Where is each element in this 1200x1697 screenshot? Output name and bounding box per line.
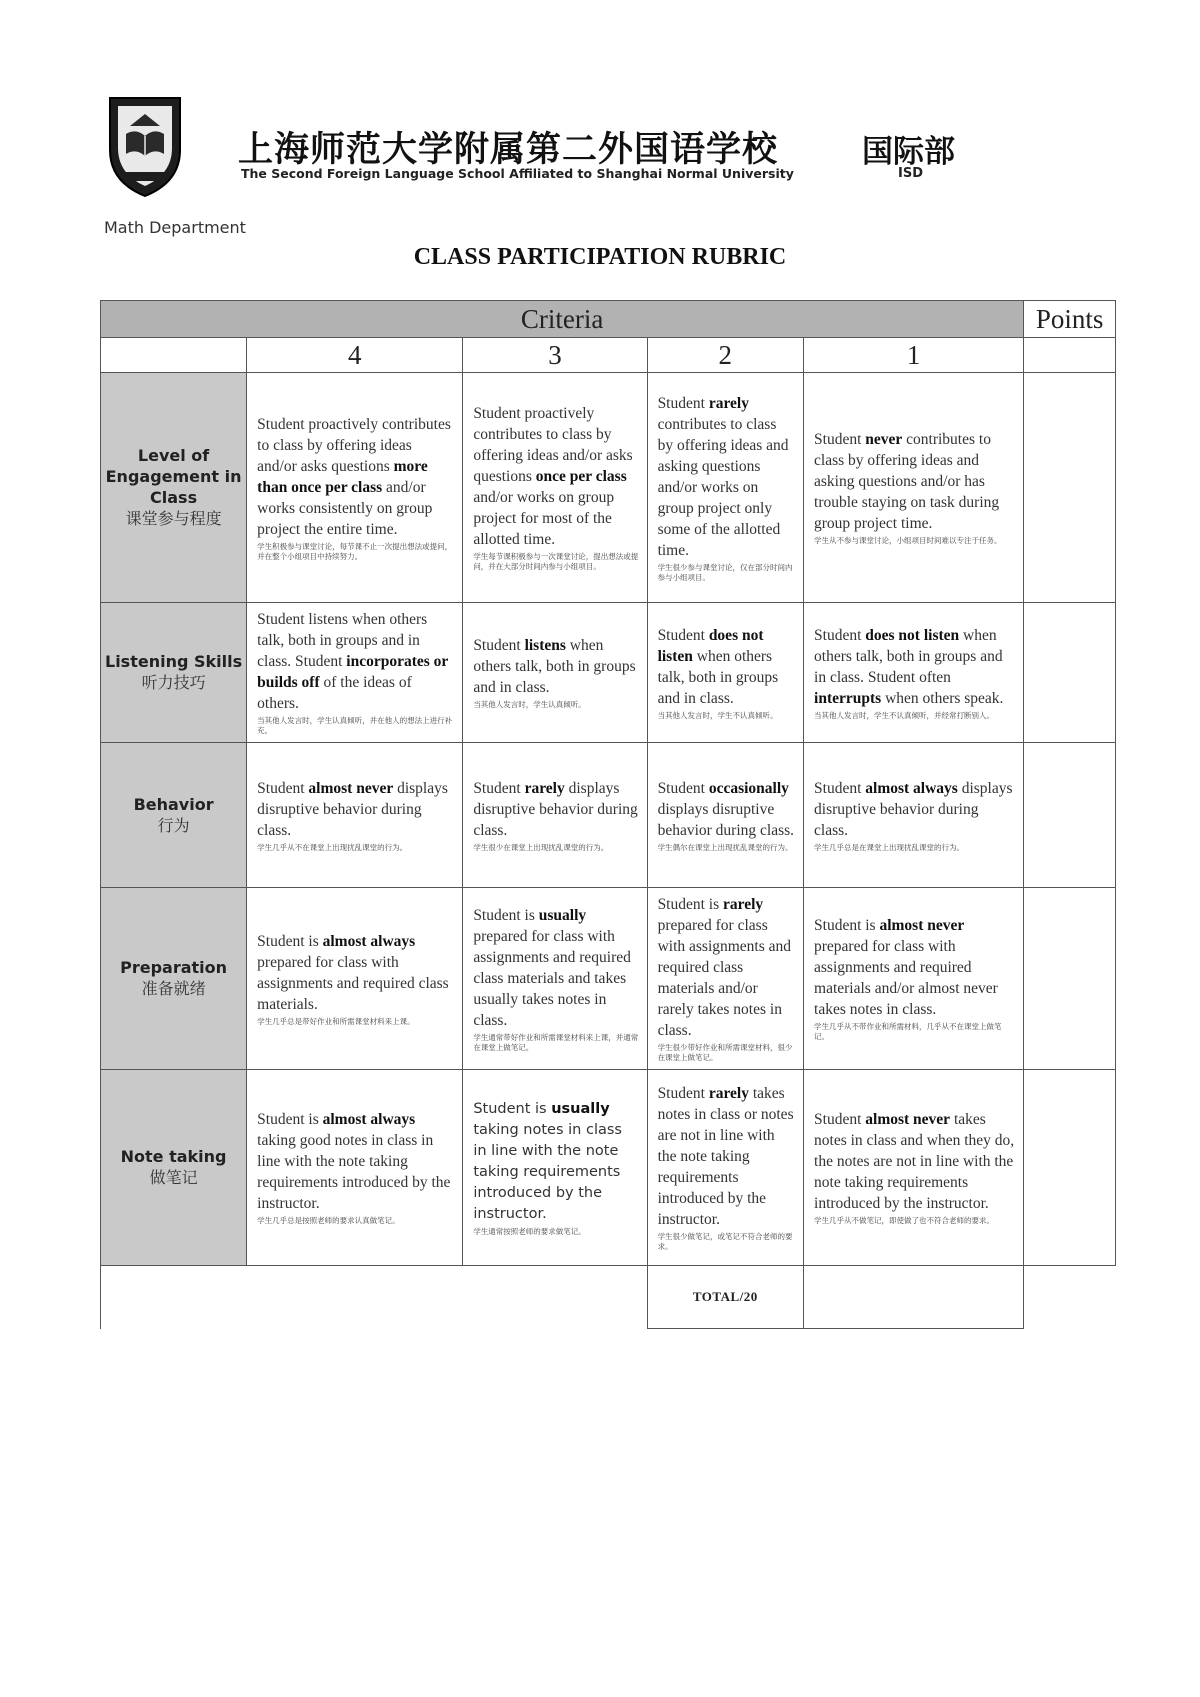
descriptor-chinese-note: 学生通常带好作业和所需课堂材料来上课，并通常在课堂上做笔记。 xyxy=(473,1032,639,1052)
descriptor-text-bold: once per class xyxy=(535,468,627,485)
school-crest-logo xyxy=(104,92,186,200)
descriptor-chinese-note: 学生每节课积极参与一次课堂讨论，提出想法或提问，并在大部分时间内参与小组项目。 xyxy=(473,552,639,571)
descriptor-cell-score-3 xyxy=(463,1070,647,1266)
descriptor-cell-score-4 xyxy=(247,888,463,1070)
descriptor-text-post: when others talk, both in groups and in class. Student often xyxy=(814,626,1003,686)
descriptor-text-post: displays disruptive behavior during class. xyxy=(657,800,795,839)
criterion-name-cell xyxy=(101,603,247,743)
descriptor-text-post: taking notes in class in line with the note taking requirements introduced by the instructor. xyxy=(473,1121,622,1222)
division-name-chinese: 国际部 xyxy=(862,134,955,170)
descriptor-text-bold: occasionally xyxy=(708,779,789,797)
descriptor-cell-score-2 xyxy=(647,373,803,603)
descriptor-text-pre: Student xyxy=(657,779,709,797)
score-4-header: 4 xyxy=(247,338,463,373)
empty-header-cell xyxy=(101,338,247,373)
points-cell[interactable] xyxy=(1024,888,1116,1070)
rubric-row xyxy=(101,743,1116,888)
empty-points-header-cell xyxy=(1024,338,1116,373)
descriptor-chinese-note: 学生几乎从不做笔记，即使做了也不符合老师的要求。 xyxy=(814,1216,995,1225)
descriptor-text-pre: Student xyxy=(814,779,866,797)
rubric-row xyxy=(101,1070,1116,1266)
points-cell[interactable] xyxy=(1024,603,1116,743)
descriptor-chinese-note: 学生几乎从不带作业和所需材料，几乎从不在课堂上做笔记。 xyxy=(814,1022,1002,1041)
descriptor-text-bold: almost never xyxy=(308,779,394,797)
descriptor-cell-score-2 xyxy=(647,1070,803,1266)
rubric-row xyxy=(101,373,1116,603)
descriptor-text-post: prepared for class with assignments and required class materials and/or rarely takes notes in class. xyxy=(657,917,792,1039)
criterion-name-chinese: 准备就绪 xyxy=(141,979,206,998)
total-points-cell xyxy=(804,1266,1024,1329)
descriptor-text-pre: Student xyxy=(473,779,525,797)
descriptor-cell-score-1 xyxy=(804,603,1024,743)
descriptor-cell-score-3 xyxy=(463,603,647,743)
descriptor-text-bold: rarely xyxy=(708,394,749,412)
page-title: CLASS PARTICIPATION RUBRIC xyxy=(413,244,787,270)
score-3-header: 3 xyxy=(463,338,647,373)
rubric-body xyxy=(101,373,1116,1266)
criterion-name-cell xyxy=(101,888,247,1070)
descriptor-chinese-note: 学生通常按照老师的要求做笔记。 xyxy=(473,1226,586,1236)
descriptor-chinese-note: 学生几乎从不在课堂上出现扰乱课堂的行为。 xyxy=(257,842,408,852)
descriptor-cell-score-2 xyxy=(647,603,803,743)
descriptor-chinese-note: 学生几乎总是带好作业和所需课堂材料来上课。 xyxy=(257,1016,415,1026)
descriptor-cell-score-1 xyxy=(804,373,1024,603)
score-1-header: 1 xyxy=(804,338,1024,373)
descriptor-text-post: displays disruptive behavior during class. xyxy=(473,779,638,839)
descriptor-text-pre: Student is xyxy=(257,1111,323,1128)
descriptor-text-post: contributes to class by offering ideas and asking questions and/or works on group project only some of the allotted time. xyxy=(657,415,789,559)
descriptor-text-bold: rarely xyxy=(708,1085,749,1102)
descriptor-text-pre: Student xyxy=(657,1085,709,1102)
descriptor-chinese-note: 当其他人发言时，学生认真倾听，并在他人的想法上进行补充。 xyxy=(257,716,453,735)
criterion-name-cell xyxy=(101,1070,247,1266)
descriptor-text-bold: does not listen xyxy=(657,626,764,665)
descriptor-chinese-note: 学生几乎总是在课堂上出现扰乱课堂的行为。 xyxy=(814,842,965,852)
descriptor-text-pre: Student xyxy=(814,626,866,644)
descriptor-text-post2: when others speak. xyxy=(881,689,1004,707)
descriptor-text-post: prepared for class with assignments and required materials and/or almost never takes notes in class. xyxy=(814,938,998,1018)
descriptor-text-post: prepared for class with assignments and required class materials and takes usually takes notes in class. xyxy=(473,927,631,1029)
criterion-name-chinese: 课堂参与程度 xyxy=(125,509,222,528)
criterion-name-english: Note taking xyxy=(120,1147,227,1166)
descriptor-text-bold: almost never xyxy=(865,1111,951,1128)
descriptor-cell-score-4 xyxy=(247,373,463,603)
descriptor-text-bold: almost always xyxy=(322,932,416,950)
descriptor-cell-score-2 xyxy=(647,743,803,888)
criterion-name-chinese: 做笔记 xyxy=(149,1168,198,1187)
total-row xyxy=(101,1266,1116,1329)
descriptor-text-bold: incorporates or builds off xyxy=(257,653,449,691)
descriptor-chinese-note: 学生积极参与课堂讨论，每节课不止一次提出想法或提问，并在整个小组项目中持续努力。 xyxy=(257,541,453,561)
descriptor-text-bold: usually xyxy=(538,906,587,924)
criterion-name-cell xyxy=(101,373,247,603)
descriptor-text-bold: listens xyxy=(524,637,566,654)
descriptor-cell-score-4 xyxy=(247,1070,463,1266)
descriptor-text-pre: Student is xyxy=(257,932,323,950)
descriptor-chinese-note: 学生很少做笔记，或笔记不符合老师的要求。 xyxy=(657,1232,793,1251)
score-header-row xyxy=(101,338,1116,373)
descriptor-text-bold: almost always xyxy=(322,1111,416,1128)
descriptor-cell-score-2 xyxy=(647,888,803,1070)
descriptor-text-post: when others talk, both in groups and in class. xyxy=(473,637,636,696)
descriptor-cell-score-1 xyxy=(804,888,1024,1070)
criterion-name-chinese: 行为 xyxy=(157,815,190,835)
descriptor-text-post: displays disruptive behavior during class. xyxy=(257,779,448,839)
criterion-name-english: Level of Engagement in Class xyxy=(105,446,242,507)
rubric-table xyxy=(100,300,1116,1329)
rubric-row xyxy=(101,603,1116,743)
descriptor-text-pre: Student listens when others talk, both in groups and in class. Student xyxy=(257,611,428,670)
descriptor-cell-score-4 xyxy=(247,743,463,888)
descriptor-chinese-note: 学生很少参与课堂讨论，仅在部分时间内参与小组项目。 xyxy=(657,562,793,582)
descriptor-text-bold: almost never xyxy=(879,917,965,934)
descriptor-text-pre: Student is xyxy=(814,917,880,934)
descriptor-text-pre: Student is xyxy=(473,906,539,924)
total-label: TOTAL/20 xyxy=(647,1266,803,1329)
descriptor-text-pre: Student proactively contributes to class by offering ideas and/or asks questions xyxy=(473,405,633,485)
total-empty-cell xyxy=(1024,1266,1116,1329)
rubric-row xyxy=(101,888,1116,1070)
descriptor-cell-score-3 xyxy=(463,373,647,603)
descriptor-text-pre: Student proactively contributes to class by offering ideas and/or asks questions xyxy=(257,415,451,475)
descriptor-chinese-note: 当其他人发言时，学生不认真倾听。 xyxy=(657,710,778,720)
descriptor-text-post: takes notes in class or notes are not in line with the note taking requirements introduced by the instructor. xyxy=(657,1085,794,1228)
descriptor-text-pre: Student xyxy=(657,394,709,412)
descriptor-chinese-note: 学生从不参与课堂讨论，小组项目时间难以专注于任务。 xyxy=(814,536,1002,545)
descriptor-chinese-note: 当其他人发言时，学生认真倾听。 xyxy=(473,700,586,709)
descriptor-text-post: takes notes in class and when they do, the notes are not in line with the note taking requirements introduced by the instructor. xyxy=(814,1111,1015,1212)
descriptor-text-post: prepared for class with assignments and required class materials. xyxy=(257,953,449,1013)
descriptor-text-post: taking good notes in class in line with the note taking requirements introduced by the instructor. xyxy=(257,1132,451,1212)
descriptor-text-bold: rarely xyxy=(723,896,764,913)
criterion-name-english: Listening Skills xyxy=(105,652,243,671)
descriptor-text-pre: Student xyxy=(257,779,309,797)
criterion-name-english: Behavior xyxy=(133,794,214,814)
descriptor-text-pre: Student xyxy=(657,626,709,644)
descriptor-text-pre: Student is xyxy=(473,1100,552,1117)
school-name-chinese: 上海师范大学附属第二外国语学校 xyxy=(238,129,779,170)
descriptor-text-post: contributes to class by offering ideas and asking questions and/or has trouble staying on task during group project time. xyxy=(814,431,1000,532)
criteria-header-row xyxy=(101,301,1116,338)
points-cell[interactable] xyxy=(1024,743,1116,888)
descriptor-text-pre: Student xyxy=(814,431,866,448)
points-cell[interactable] xyxy=(1024,373,1116,603)
descriptor-cell-score-3 xyxy=(463,888,647,1070)
points-header: Points xyxy=(1024,301,1116,338)
descriptor-chinese-note: 学生很少带好作业和所需课堂材料，很少在课堂上做笔记。 xyxy=(657,1043,793,1062)
department-label: Math Department xyxy=(104,218,246,237)
descriptor-text-bold: never xyxy=(865,431,903,448)
descriptor-text-post: displays disruptive behavior during class. xyxy=(814,779,1013,839)
descriptor-text-pre: Student xyxy=(814,1111,866,1128)
descriptor-cell-score-3 xyxy=(463,743,647,888)
descriptor-chinese-note: 当其他人发言时，学生不认真倾听，并经常打断别人。 xyxy=(814,710,995,720)
descriptor-cell-score-1 xyxy=(804,743,1024,888)
score-2-header: 2 xyxy=(647,338,803,373)
criterion-name-chinese: 听力技巧 xyxy=(141,673,206,692)
descriptor-chinese-note: 学生很少在课堂上出现扰乱课堂的行为。 xyxy=(473,842,609,852)
descriptor-text-bold: more than once per class xyxy=(257,457,428,496)
descriptor-chinese-note: 学生偶尔在课堂上出现扰乱课堂的行为。 xyxy=(657,842,793,852)
descriptor-chinese-note: 学生几乎总是按照老师的要求认真做笔记。 xyxy=(257,1216,400,1225)
points-cell[interactable] xyxy=(1024,1070,1116,1266)
descriptor-text-bold: almost always xyxy=(865,779,958,797)
criterion-name-cell xyxy=(101,743,247,888)
descriptor-text-post: and/or works on group project for most of the allotted time. xyxy=(473,489,615,548)
descriptor-text-post: of the ideas of others. xyxy=(257,674,412,712)
descriptor-text-bold: does not listen xyxy=(865,626,960,644)
descriptor-text-post: and/or works consistently on group project the entire time. xyxy=(257,478,433,538)
total-blank-cell xyxy=(101,1266,648,1329)
descriptor-text-bold2: interrupts xyxy=(814,689,882,707)
descriptor-text-bold: usually xyxy=(551,1100,610,1117)
division-name-english: ISD xyxy=(898,166,923,181)
criteria-header: Criteria xyxy=(101,301,1024,338)
descriptor-text-post: when others talk, both in groups and in class. xyxy=(657,647,779,707)
descriptor-cell-score-1 xyxy=(804,1070,1024,1266)
descriptor-text-pre: Student is xyxy=(657,896,724,913)
descriptor-cell-score-4 xyxy=(247,603,463,743)
criterion-name-english: Preparation xyxy=(120,958,228,977)
descriptor-text-pre: Student xyxy=(473,637,525,654)
school-name-english: The Second Foreign Language School Affiliated to Shanghai Normal University xyxy=(241,166,794,181)
descriptor-text-bold: rarely xyxy=(524,779,565,797)
